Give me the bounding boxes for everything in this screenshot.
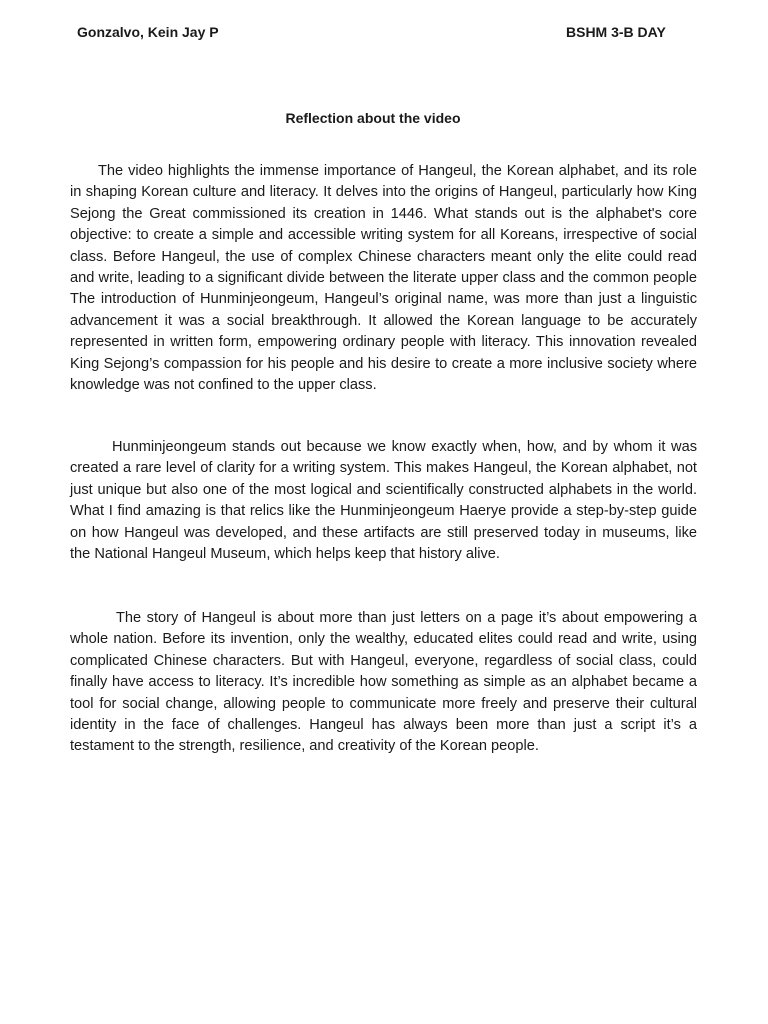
author-name: Gonzalvo, Kein Jay P: [77, 24, 219, 40]
class-section: BSHM 3-B DAY: [566, 24, 666, 40]
paragraph-2: Hunminjeongeum stands out because we know exactly when, how, and by whom it was created a rare level of clarity for a writing system. This makes Hangeul, the Korean alphabet, not just unique but also one of the most logical and scientifically constructed alphabets in the world. What I find amazing is that relics like the Hunminjeongeum Haerye provide a step-by-step guide on how Hangeul was developed, and these artifacts are still preserved today in museums, like the National Hangeul Museum, which helps keep that history alive.: [70, 439, 697, 563]
paragraph-1: The video highlights the immense importance of Hangeul, the Korean alphabet, and its role in shaping Korean culture and literacy. It delves into the origins of Hangeul, particularly how King Sejong the Great commissioned its creation in 1446. What stands out is the alphabet's core objective: to create a simple and accessible writing system for all Koreans, irrespective of social class. Before Hangeul, the use of complex Chinese characters meant only the elite could read and write, leading to a significant divide between the literate upper class and the common people The introduction of Hunminjeongeum, Hangeul’s original name, was more than just a linguistic advancement it was a social breakthrough. It allowed the Korean language to be accurately represented in written form, empowering ordinary people with literacy. This innovation revealed King Sejong’s compassion for his people and his desire to create a more inclusive society where knowledge was not confined to the upper class.: [70, 163, 697, 394]
paragraph-3: The story of Hangeul is about more than just letters on a page it’s about empowering a whole nation. Before its invention, only the wealthy, educated elites could read and write, using complicated Chinese characters. But with Hangeul, everyone, regardless of social class, could finally have access to literacy. It’s incredible how something as simple as an alphabet became a tool for social change, allowing people to communicate more freely and preserve their cultural identity in the face of challenges. Hangeul has always been more than just a script it’s a testament to the strength, resilience, and creativity of the Korean people.: [70, 610, 697, 755]
document-title: Reflection about the video: [285, 110, 461, 126]
